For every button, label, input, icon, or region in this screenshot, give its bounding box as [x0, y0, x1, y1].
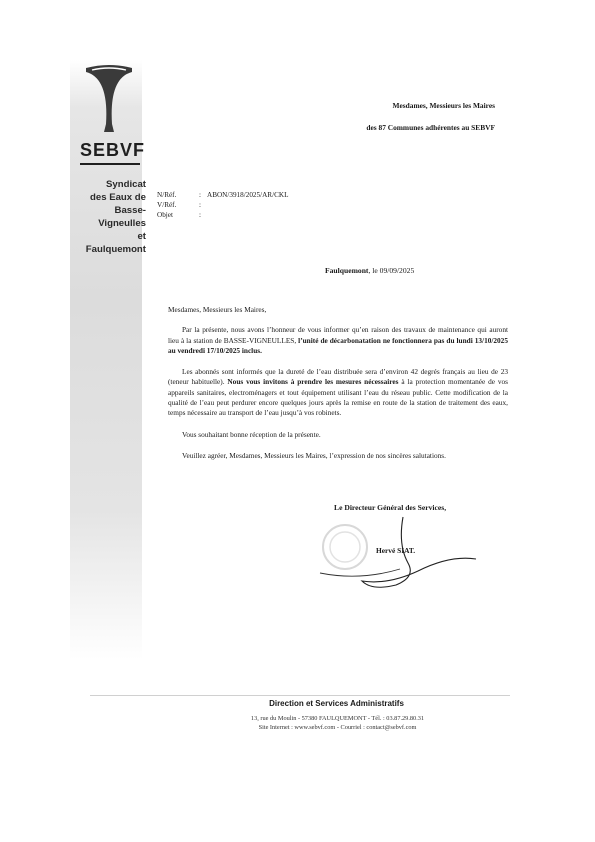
- org-line-2: des Eaux de: [90, 192, 146, 203]
- paragraph-2-bold: Nous vous invitons à prendre les mesures nécessaires: [227, 377, 399, 387]
- paragraph-1-bold: l’unité de décarbonatation ne fonctionnera pas du lundi 13/10/2025 au vendredi 17/10/2025 inclus.: [168, 335, 508, 355]
- org-line-4: et Faulquemont: [85, 231, 146, 255]
- place: Faulquemont: [325, 266, 369, 275]
- nref-label: N/Réf.: [157, 191, 177, 199]
- footer-title: Direction et Services Administratifs: [269, 699, 404, 708]
- paragraph-1: [168, 325, 508, 356]
- ref-row-nref: [157, 190, 288, 200]
- footer: [0, 699, 595, 732]
- spacer: [168, 419, 508, 430]
- references-block: [157, 190, 288, 220]
- paragraph-3: Vous souhaitant bonne réception de la présente.: [182, 429, 321, 439]
- paragraph-2-text-b: à la protection momentanée de vos appareils sanitaires, electroménagers et tout équipement utilisant l’eau du réseau public. Cette modification de la qualité de l’eau peut perdurer encore quelques jours après la remise en route de la station de traitement des eaux, temps nécessaire au transport de l’eau jusqu’à vos robinets.: [168, 377, 509, 418]
- nref-separator: :: [199, 191, 201, 199]
- objet-label: Objet: [157, 211, 173, 219]
- footer-divider: [90, 695, 510, 696]
- organization-name: [76, 178, 146, 256]
- ref-row-vref: [157, 200, 288, 210]
- footer-web: Site Internet : www.sebvf.com - Courriel : contact@sebvf.com: [258, 724, 417, 731]
- paragraph-2-text-a: Les abonnés sont informés que la dureté de l’eau distribuée sera d’environ 42 degrés français au lieu de 23 (teneur habituelle).: [168, 367, 508, 387]
- signatory-name: Hervé SIAT.: [376, 546, 416, 555]
- paragraph-4: Veuillez agréer, Mesdames, Messieurs les Maires, l’expression de nos sincères salutations.: [182, 450, 446, 460]
- org-line-3: Basse-Vigneulles: [98, 205, 146, 229]
- paragraph-1-text: Par la présente, nous avons l’honneur de vous informer qu’en raison des travaux de maintenance qui auront lieu à la station de BASSE-VIGNEULLES,: [168, 325, 508, 345]
- place-date: [325, 266, 414, 275]
- footer-address: 13, rue du Moulin - 57380 FAULQUEMONT - Tél. : 03.87.29.80.31: [250, 715, 425, 722]
- signatory-title: Le Directeur Général des Services,: [334, 503, 447, 512]
- nref-value: ABON/3918/2025/AR/CKL: [207, 191, 289, 199]
- paragraph-2: [168, 367, 508, 418]
- vref-separator: :: [199, 201, 201, 209]
- brand-logo: SEBVF: [80, 140, 146, 160]
- logo-divider: [80, 163, 140, 165]
- date: , le 09/09/2025: [368, 266, 415, 275]
- ref-row-objet: [157, 210, 288, 220]
- spacer: [168, 440, 508, 451]
- letter-body: [168, 305, 508, 461]
- water-cup-logo-icon: [84, 64, 134, 134]
- spacer: [168, 315, 508, 325]
- addressee-line-1: Mesdames, Messieurs les Maires: [392, 101, 495, 110]
- vref-label: V/Réf.: [157, 201, 177, 209]
- spacer: [168, 356, 508, 367]
- org-line-1: Syndicat: [106, 179, 146, 190]
- objet-separator: :: [199, 211, 201, 219]
- salutation: Mesdames, Messieurs les Maires,: [168, 305, 267, 314]
- addressee-line-2: des 87 Communes adhérentes au SEBVF: [366, 123, 495, 132]
- addressee-block: [366, 95, 495, 139]
